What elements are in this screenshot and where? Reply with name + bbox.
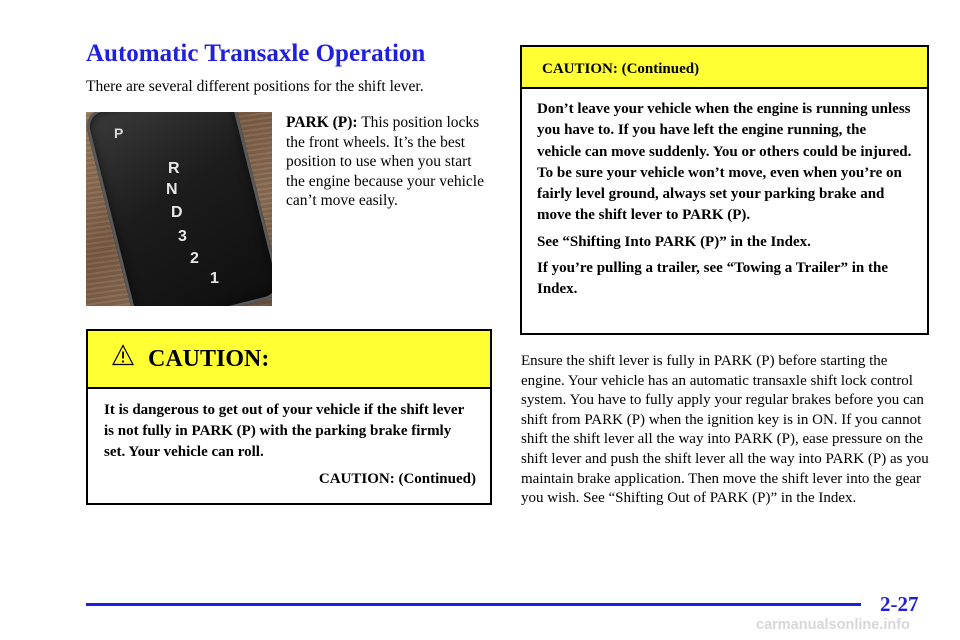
caution-paragraph: If you’re pulling a trailer, see “Towing a Trailer” in the Index. [537,260,888,298]
shift-lock-paragraph: Ensure the shift lever is fully in PARK (P) before starting the engine. Your vehicle has an automatic transaxle shift lock control system. You have to fully apply your regular brakes before you can shift from PARK (P) when the ignition key is in ON. If you cannot shift the shift lever all the way into PARK (P), ease pressure on the shift lever and push the shift lever all the way into PARK (P) as you maintain brake application. Then move the shift lever into the gear you wish. See “Shifting Out of PARK (P)” in the Index. [521,353,929,507]
intro-text: There are several different positions for the shift lever. [86,78,424,95]
caution-paragraph: See “Shifting Into PARK (P)” in the Index. [537,233,811,250]
caution-continued-header [522,47,927,89]
caution-text: It is dangerous to get out of your vehicle if the shift lever is not fully in PARK (P) with the parking brake firmly set. Your vehicle can roll. [104,402,464,460]
footer-rule [86,603,861,606]
shift-lever-photo [86,112,272,306]
caution-box [86,329,492,505]
gear-label-park: P [114,125,124,141]
caution-continued-box [520,45,929,335]
gear-label-second: 2 [190,250,199,267]
page-number: 2-27 [880,592,919,616]
caution-continued-note: CAUTION: (Continued) [318,471,476,487]
caution-title: CAUTION: [148,346,270,372]
park-label: PARK (P): [286,114,358,131]
gear-label-neutral: N [166,181,178,198]
park-description [286,113,486,211]
gear-label-third: 3 [178,228,187,245]
gear-label-first: 1 [210,270,219,287]
caution-continued-title: CAUTION: (Continued) [542,61,700,77]
caution-header [88,331,490,389]
caution-continued-body [522,89,927,301]
gear-label-reverse: R [168,160,180,177]
page-title: Automatic Transaxle Operation [86,40,426,67]
caution-body [88,389,490,490]
gear-label-drive: D [171,204,183,221]
watermark: carmanualsonline.info [756,617,910,633]
park-text: This position locks the front wheels. It’s the best position to use when you start the engine because your vehicle can’t move easily. [286,114,484,210]
warning-triangle-icon [112,344,134,366]
caution-paragraph: Don’t leave your vehicle when the engine is running unless you have to. If you have left the engine running, the vehicle can move suddenly. You or others could be injured. To be sure your vehicle won’t move, even when you’re on fairly level ground, always set your parking brake and move the shift lever to PARK (P). [537,101,912,224]
